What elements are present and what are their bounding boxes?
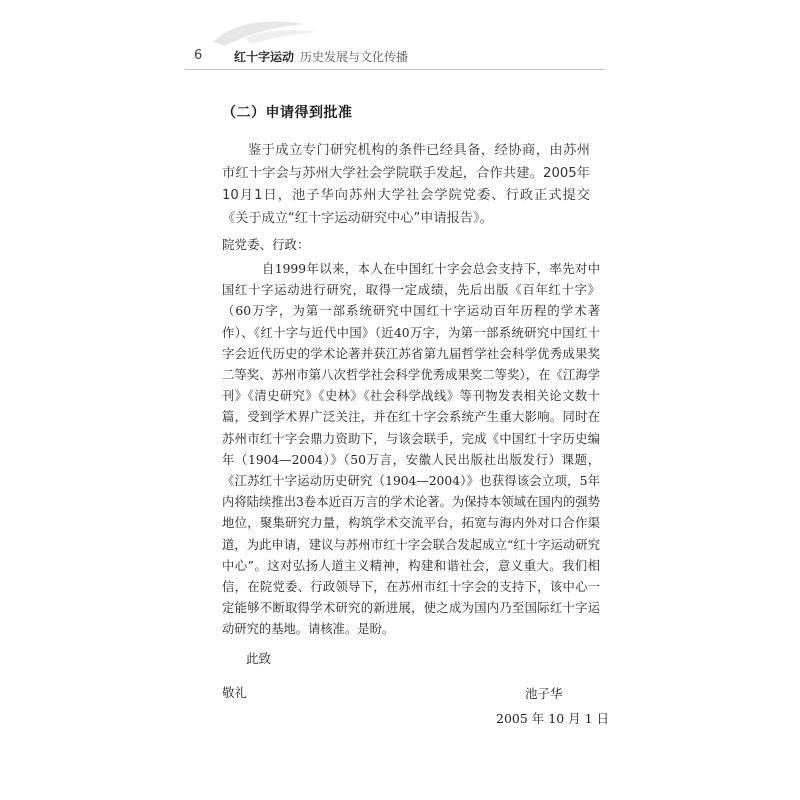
letter-salutation: 院党委、行政： xyxy=(222,237,310,252)
letter-body: 自1999年以来，本人在中国红十字会总会支持下，率先对中国红十字运动进行研究，取得一定成绩，先后出版《百年红十字》（60万字，为第一部系统研究中国红十字运动百年历程的学术著作）、《红十字与近代中国》（近40万字，为第一部系统研究中国红十字会近代历史的学术论著并获江苏省第九届哲学社会科学优秀成果奖二等奖、苏州市第八次哲学社会科学优秀成果奖二等奖），在《江海学刊》《清史研究》《史林》《社会科学战线》等刊物发表相关论文数十篇，受到学术界广泛关注，并在红十字会系统产生重大影响。同时在苏州市红十字会鼎力资助下，与该会联手，完成《中国红十字历史编年（1904—2004）》（50万言，安徽人民出版社出版发行）课题，《江苏红十字运动历史研究（1904—2004）》也获得该会立项，5年内将陆续推出3卷本近百万言的学术论著。为保持本领域在国内的强势地位，聚集研究力量，构筑学术交流平台，拓宽与海内外对口合作渠道，为此申请，建议与苏州市红十字会联合发起成立“红十字运动研究中心”。这对弘扬人道主义精神，构建和谐社会，意义重大。我们相信，在院党委、行政领导下，在苏州市红十字会的支持下，该中心一定能够不断取得学术研究的新进展，使之成为国内乃至国际红十字运动研究的基地。请核准。是盼。 xyxy=(222,262,600,637)
letter-closing-jingli: 敬礼 xyxy=(222,684,248,700)
section-heading: （二）申请得到批准 xyxy=(222,105,353,121)
letter-signer: 池子华 xyxy=(525,686,563,701)
letter-date: 2005 年 10 月 1 日 xyxy=(496,711,610,726)
book-subtitle: 历史发展与文化传播 xyxy=(300,50,409,64)
series-title: 红十字运动 xyxy=(234,50,295,64)
letter-closing-cizhi: 此致 xyxy=(246,650,272,666)
intro-paragraph: 鉴于成立专门研究机构的条件已经具备，经协商，由苏州市红十字会与苏州大学社会学院联手发起，合作共建。2005年10月1日，池子华向苏州大学社会学院党委、行政正式提交《关于成立“红十字运动研究中心”申请报告》。 xyxy=(222,143,590,226)
running-head xyxy=(234,48,408,65)
quoted-letter xyxy=(222,235,600,703)
brush-stroke-decoration xyxy=(205,12,325,52)
header-divider xyxy=(185,69,605,70)
page-number: 6 xyxy=(194,48,203,63)
